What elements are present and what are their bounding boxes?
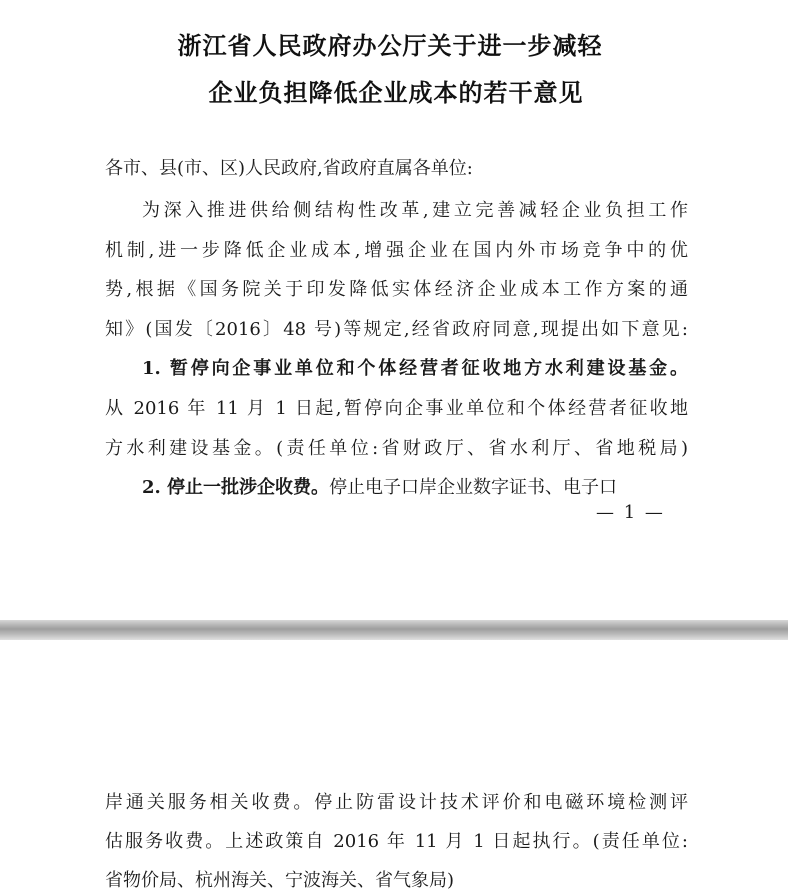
body-line: 方水利建设基金。(责任单位:省财政厅、省水利厅、省地税局) (105, 438, 688, 459)
body-line: 势,根据《国务院关于印发降低实体经济企业成本工作方案的通 (105, 279, 688, 300)
item-2-text: 停止电子口岸企业数字证书、电子口 (329, 477, 618, 498)
body-line: 估服务收费。上述政策自 2016 年 11 月 1 日起执行。(责任单位: (105, 831, 688, 852)
page-number: — 1 — (596, 502, 665, 523)
document-title-line-1: 浙江省人民政府办公厅关于进一步减轻 (177, 31, 603, 60)
document-title-line-2: 企业负担降低企业成本的若干意见 (208, 78, 584, 107)
body-line: 为深入推进供给侧结构性改革,建立完善减轻企业负担工作 (142, 200, 688, 221)
body-line: 从 2016 年 11 月 1 日起,暂停向企事业单位和个体经营者征收地 (105, 398, 688, 419)
body-line: 岸通关服务相关收费。停止防雷设计技术评价和电磁环境检测评 (105, 792, 688, 813)
item-1-heading: 1. 暂停向企事业单位和个体经营者征收地方水利建设基金。 (142, 358, 688, 379)
document-page-2 (0, 640, 788, 894)
body-line: 机制,进一步降低企业成本,增强企业在国内外市场竞争中的优 (105, 240, 688, 261)
salutation: 各市、县(市、区)人民政府,省政府直属各单位: (105, 158, 473, 179)
body-line: 省物价局、杭州海关、宁波海关、省气象局) (105, 870, 455, 891)
page-separator (0, 620, 788, 640)
item-2-heading: 2. 停止一批涉企收费。 (142, 477, 330, 498)
item-2-line (142, 476, 617, 500)
body-line: 知》(国发〔2016〕48 号)等规定,经省政府同意,现提出如下意见: (105, 319, 688, 340)
